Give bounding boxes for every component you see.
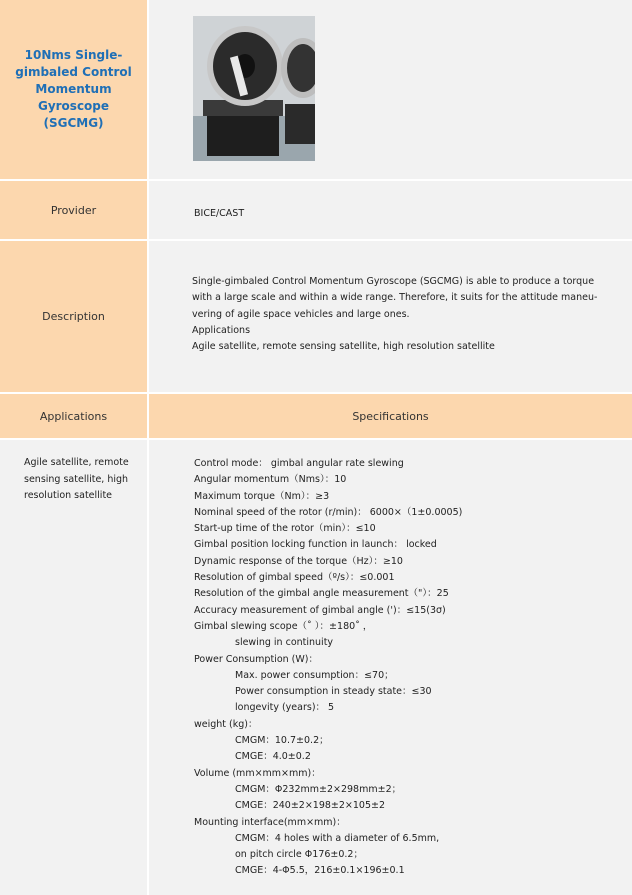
description-cell [149,241,632,392]
applications-cell [0,440,147,895]
spec-line: Power Consumption (W)： [194,653,318,665]
description-text [192,274,597,355]
spec-line: Mounting interface(mm×mm)： [194,816,346,828]
spec-body-row [0,440,632,895]
description-line: with a large scale and within a wide range. Therefore, it suits for the attitude maneu- [192,292,598,304]
spec-line: Angular momentum（Nms）：10 [194,474,347,486]
provider-label-cell [0,181,147,239]
spec-line: weight (kg)： [194,718,258,730]
product-photo [193,16,315,161]
product-title: 10Nms Single-gimbaled Control Momentum Gyroscope (SGCMG) [15,48,132,130]
description-label-cell [0,241,147,392]
specifications-header: Specifications [352,409,429,423]
description-line: Single-gimbaled Control Momentum Gyroscope (SGCMG) is able to produce a torque [192,276,595,287]
spec-line: CMGE：4-Φ5.5，216±0.1×196±0.1 [235,865,405,877]
spec-line: Volume (mm×mm×mm)： [194,767,321,779]
spec-line: CMGE：4.0±0.2 [235,751,311,763]
spec-line: Maximum torque（Nm）：≥3 [194,490,330,502]
description-line: vering of agile space vehicles and large ones. [192,308,410,320]
title-cell [0,0,147,179]
applications-line: Agile satellite, remote [24,457,129,468]
spec-line: Resolution of gimbal speed（º/s）：≤0.001 [194,572,395,584]
applications-header-cell [0,394,147,438]
applications-line: sensing satellite, high [24,473,129,485]
specifications-list [194,456,462,880]
spec-line: CMGE：240±2×198±2×105±2 [235,800,386,812]
applications-text [24,455,147,505]
spec-line: Nominal speed of the rotor (r/min)： 6000×（1±0.0005) [194,506,463,518]
spec-line: slewing in continuity [235,637,334,649]
spec-line: Gimbal position locking function in launch： locked [194,539,437,551]
spec-line: Start-up time of the rotor（min）：≤10 [194,523,376,535]
specifications-cell [149,440,632,895]
spec-line: Resolution of the gimbal angle measurement（"）：25 [194,588,449,600]
spec-line: Accuracy measurement of gimbal angle (')：≤15(3σ) [194,604,446,616]
provider-label: Provider [50,203,97,217]
spec-line: on pitch circle Φ176±0.2； [235,849,363,861]
applications-line: resolution satellite [24,490,113,501]
spec-line: Gimbal slewing scope（˚ ）：±180˚ ， [194,620,373,632]
spec-line: Max. power consumption：≤70； [235,669,394,681]
provider-value-cell [149,181,632,239]
description-applications-heading: Applications [192,324,251,336]
spec-line: longevity (years)： 5 [235,702,335,714]
description-row [0,241,632,392]
spec-line: CMGM：Φ232mm±2×298mm±2； [235,783,402,795]
applications-header: Applications [39,409,108,423]
specifications-header-cell [149,394,632,438]
spec-line: CMGM：4 holes with a diameter of 6.5mm, [235,832,440,844]
spec-line: CMGM：10.7±0.2； [235,735,329,747]
description-label: Description [42,310,105,323]
photo-cell [149,0,632,179]
provider-row [0,181,632,239]
spec-line: Control mode： gimbal angular rate slewing [194,458,404,469]
spec-header-row [0,394,632,438]
gyroscope-photo-icon [193,16,315,161]
spec-line: Dynamic response of the torque（Hz）：≥10 [194,555,403,567]
title-row [0,0,632,179]
spec-line: Power consumption in steady state：≤30 [235,686,432,698]
provider-value: BICE/CAST [194,208,245,219]
description-line: Agile satellite, remote sensing satellite, high resolution satellite [192,341,495,353]
